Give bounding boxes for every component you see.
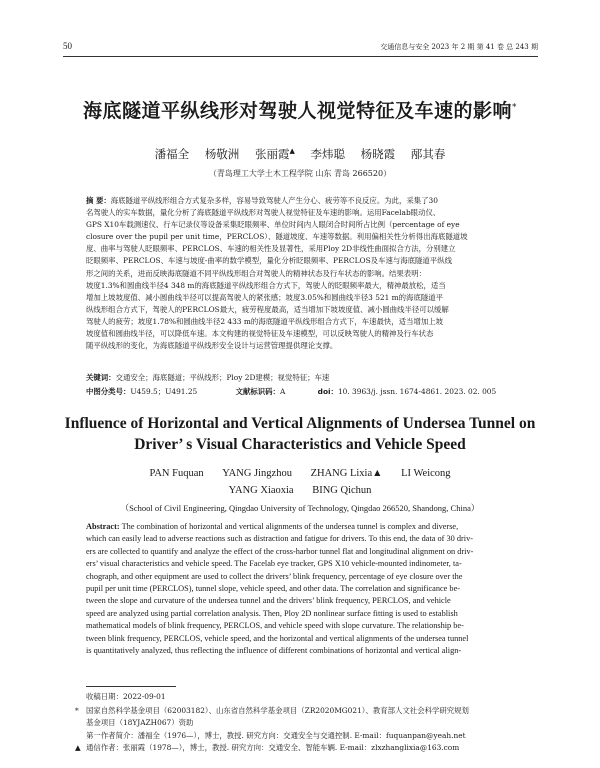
- corresponding-footnote-mark: ▲: [75, 743, 81, 752]
- abstract-line: 眨眼频率、PERCLOS、车速与坡度-曲率的数学模型，量化分析眨眼频率、PERCLOS及车速与海底隧道平纵线: [86, 256, 452, 266]
- clc-number: [86, 386, 197, 397]
- footnote-funding: [75, 705, 536, 729]
- footnote-corresponding-author: [75, 742, 536, 754]
- abstract-line: 随平纵线形的变化，为海底隧道平纵线形安全设计与运营管理提供理论支撑。: [86, 341, 338, 351]
- clc-value: U459.5；U491.25: [130, 387, 198, 396]
- chinese-keywords: [86, 372, 516, 383]
- abstract-line: ers are collected to quantify and analyze the effect of the cross-harbor tunnel flat and longitudinal alignment on driv-: [86, 546, 474, 556]
- english-authors-line: [0, 482, 600, 499]
- abstract-line: is quantitatively analyzed, thus reflecting the influence of different combinations of horizontal and vertical align-: [86, 645, 462, 655]
- funding-line: 国家自然科学基金项目（62003182）、山东省自然科学基金项目（ZR2020MG021）、教育部人文社会科学研究规划: [86, 706, 469, 715]
- classification-row: [86, 386, 516, 397]
- doi: [318, 386, 497, 397]
- abstract-line: GPS X10车载测速仪、行车记录仪等设备采集眨眼频率、单位时间内人眼闭合时间所占比例（percentage of eye: [86, 220, 460, 230]
- funding-mark: *: [75, 706, 79, 715]
- page-number: 50: [63, 41, 72, 51]
- author-name: 杨敬洲: [204, 147, 240, 161]
- keywords-label: 关键词：: [86, 373, 116, 382]
- chinese-affiliation: （青岛理工大学土木工程学院 山东 青岛 266520）: [208, 169, 392, 178]
- running-header: [63, 41, 538, 53]
- author-name: 潘福全: [154, 147, 190, 161]
- footnote-rule: [86, 686, 176, 687]
- english-title: [0, 413, 600, 455]
- abstract-line: speed are analyzed using partial correlation analysis. Then, Ploy 2D nonlinear surface fitting is used to establish: [86, 608, 458, 618]
- english-authors: [0, 465, 600, 499]
- abstract-text: The combination of horizontal and vertical alignments of the undersea tunnel is complex and diverse,: [119, 522, 459, 531]
- author-name: BING Qichun: [312, 485, 372, 496]
- abstract-line: 度、曲率与驾驶人眨眼频率、PERCLOS、车速的相关性及显著性，采用Ploy 2D非线性曲面拟合方法，分别建立: [86, 244, 456, 254]
- english-authors-line: [0, 465, 600, 482]
- author-name: ZHANG Lixia▲: [310, 468, 383, 479]
- abstract-line: chograph, and other equipment are used to collect the drivers’ blink frequency, percentage of eye closure over the: [86, 571, 463, 581]
- chinese-title-text: 海底隧道平纵线形对驾驶人视觉特征及车速的影响: [82, 100, 512, 122]
- abstract-label: 摘 要：: [86, 196, 111, 205]
- english-title-line: Driver’ s Visual Characteristics and Vehicle Speed: [134, 436, 466, 453]
- abstract-line: closure over the pupil per unit time，PERCLOS）、隧道坡度、车速等数据。利用偏相关性分析得出海底隧道坡: [86, 232, 468, 242]
- english-title-line: Influence of Horizontal and Vertical Alignments of Undersea Tunnel on: [64, 415, 536, 432]
- abstract-line: 名驾驶人的实车数据，量化分析了海底隧道平纵线形对驾驶人视觉特征及车速的影响。运用Facelab眼动仪、: [86, 208, 441, 218]
- corresponding-mark: ▲: [289, 147, 295, 156]
- footnote-received: [86, 691, 536, 703]
- author-name: 邴其春: [410, 147, 446, 161]
- author-name: 杨晓霞: [360, 147, 396, 161]
- chinese-title: [0, 96, 600, 123]
- doc-code-label: 文献标识码：: [235, 387, 280, 396]
- journal-info: 交通信息与安全 2023 年 2 期 第 41 卷 总 243 期: [380, 43, 538, 51]
- funding-line: 基金项目（18YJAZH067）资助: [86, 718, 194, 727]
- abstract-line: 驾驶人的疲劳；坡度1.78%和圆曲线半径2 433 m的海底隧道平纵线形组合方式下，车速最快，适当增加上坡: [86, 316, 444, 326]
- abstract-line: [86, 195, 516, 207]
- abstract-line: 形之间的关系，进而反映海底隧道不同平纵线形组合对驾驶人的精神状态及行车状态的影响。结果表明：: [86, 268, 426, 278]
- abstract-line: 纵线形组合方式下，驾驶人的PERCLOS最大，疲劳程度最高，适当增加下坡坡度值、减小圆曲线半径可以缓解: [86, 304, 449, 314]
- abstract-text: 海底隧道平纵线形组合方式复杂多样，容易导致驾驶人产生分心、疲劳等不良反应。为此，采集了30: [110, 196, 438, 205]
- author-name: YANG Jingzhou: [222, 468, 292, 479]
- abstract-line: mathematical models of blink frequency, PERCLOS, and vehicle speed with slope curvature. The relationship be-: [86, 621, 464, 631]
- footnote-first-author: [86, 730, 536, 742]
- first-author-info: 第一作者简介：潘福全（1976—），博士，教授. 研究方向：交通安全与交通控制. E-mail：fuquanpan@yeah.net: [86, 731, 466, 740]
- abstract-line: pupil per unit time (PERCLOS), tunnel slope, vehicle speed, and other data. The correlation and significance be-: [86, 583, 461, 593]
- abstract-line: 坡度1.3%和圆曲线半径4 348 m的海底隧道平纵线形组合方式下，驾驶人的眨眼频率最大，精神最放松，适当: [86, 280, 446, 290]
- abstract-line: tween blink frequency, PERCLOS, vehicle speed, and the horizontal and vertical alignments of the undersea tunnel: [86, 633, 469, 643]
- chinese-authors: [0, 146, 600, 162]
- doi-value: 10. 3963/j. jssn. 1674-4861. 2023. 02. 005: [337, 387, 497, 396]
- abstract-line: [86, 521, 516, 533]
- header-rule: [63, 56, 538, 57]
- english-abstract: [86, 521, 516, 657]
- doi-label: doi：: [317, 387, 338, 396]
- author-name-text: 张丽霞: [254, 147, 290, 161]
- author-name: [255, 147, 295, 161]
- clc-label: 中图分类号：: [86, 387, 131, 396]
- corresponding-author-info: 通信作者：张丽霞（1978—），博士，教授. 研究方向：交通安全、智能车辆. E-mail：zlxzhanglixia@163.com: [86, 743, 460, 752]
- abstract-line: 增加上坡坡度值、减小圆曲线半径可以提高驾驶人的紧张感；坡度3.05%和圆曲线半径3 521 m的海底隧道平: [86, 292, 444, 302]
- keywords-text: 交通安全；海底隧道；平纵线形；Ploy 2D建模；视觉特征；车速: [115, 373, 330, 382]
- abstract-line: 坡度值和圆曲线半径，可以降低车速。本文构建的视觉特征及车速模型，可以反映驾驶人的精神及行车状态: [86, 329, 434, 339]
- abstract-line: ers’ visual characteristics and vehicle speed. The Facelab eye tracker, GPS X10 vehicle-mounted indinometer, ta-: [86, 559, 462, 569]
- received-date: 收稿日期：2022-09-01: [86, 692, 166, 701]
- document-code: [236, 386, 286, 397]
- author-name: 李炜聪: [310, 147, 346, 161]
- english-affiliation: （School of Civil Engineering, Qingdao University of Technology, Qingdao 266520, Shandong, China）: [120, 503, 480, 513]
- chinese-abstract: [86, 195, 516, 352]
- abstract-line: which can easily lead to adverse reactions such as distraction and fatigue for drivers. To this end, the data of 30 driv-: [86, 534, 474, 544]
- abstract-label: Abstract:: [86, 522, 120, 531]
- title-footnote-mark: *: [512, 102, 517, 113]
- abstract-line: tween the slope and curvature of the undersea tunnel and the drivers’ blink frequency, PERCLOS, and vehicle: [86, 596, 451, 606]
- doc-code-value: A: [279, 387, 286, 396]
- author-name: LI Weicong: [401, 468, 451, 479]
- author-name: YANG Xiaoxia: [228, 485, 294, 496]
- author-name: PAN Fuquan: [149, 468, 204, 479]
